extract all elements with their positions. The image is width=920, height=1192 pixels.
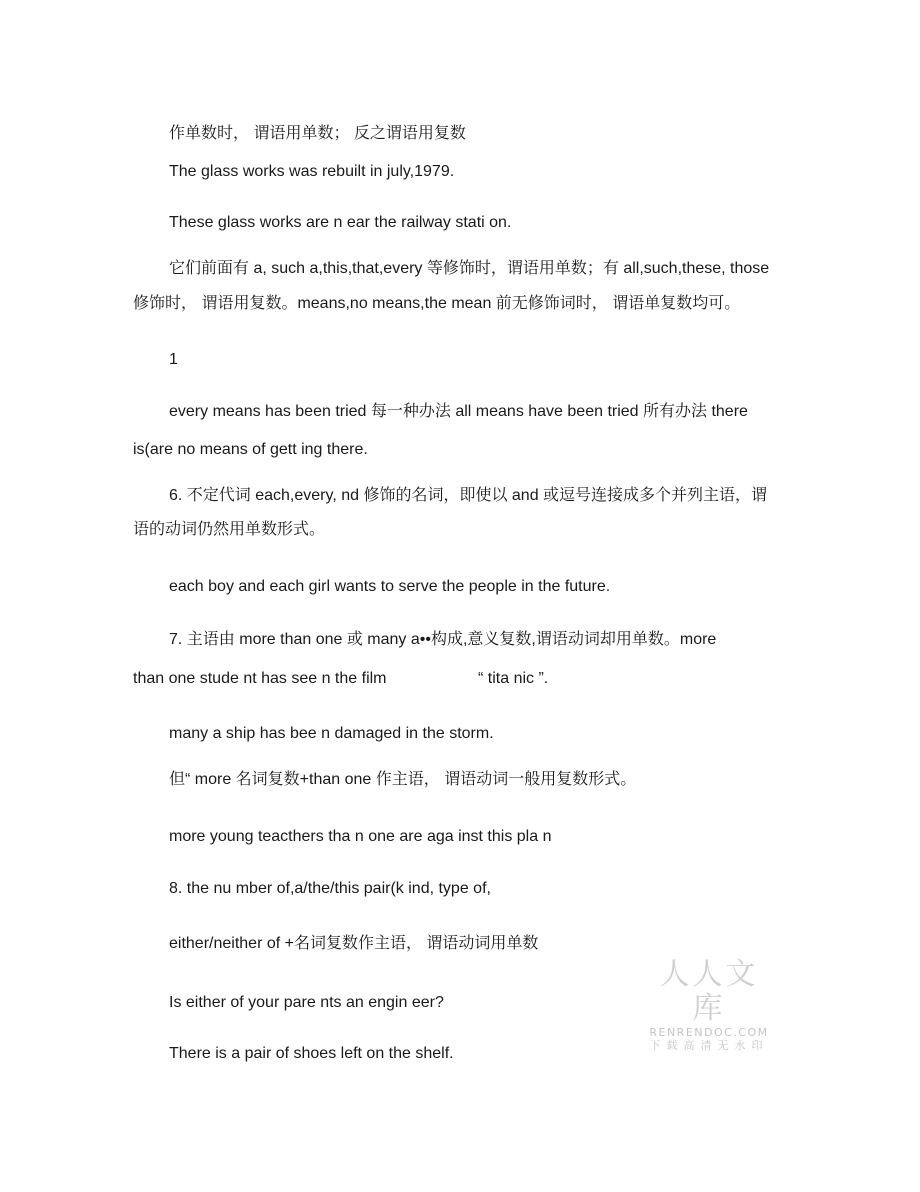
- text-line-4: 它们前面有 a, such a,this,that,every 等修饰时，谓语用单数；有 all,such,these, those: [169, 260, 770, 277]
- text-line-17: 8. the nu mber of,a/the/this pair(k ind, type of,: [169, 880, 491, 897]
- watermark-logo: 人人文库: [659, 957, 759, 1026]
- text-line-12: 7. 主语由 more than one 或 many a••构成,意义复数,谓语动词却用单数。more: [169, 631, 717, 648]
- text-line-3: These glass works are n ear the railway stati on.: [169, 214, 512, 231]
- text-line-13: than one stude nt has see n the film: [133, 670, 387, 687]
- text-line-5: 修饰时， 谓语用复数。means,no means,the mean 前无修饰词时， 谓语单复数均可。: [133, 295, 741, 312]
- watermark-url: RENRENDOC.COM: [649, 1026, 769, 1039]
- text-line-18: either/neither of +名词复数作主语， 谓语动词用单数: [169, 935, 539, 952]
- text-line-13-quote: “ tita nic ”.: [478, 670, 549, 687]
- text-line-14: many a ship has bee n damaged in the storm.: [169, 725, 494, 742]
- text-line-19: Is either of your pare nts an engin eer?: [169, 994, 444, 1011]
- text-line-2: The glass works was rebuilt in july,1979.: [169, 163, 455, 180]
- text-line-10: 语的动词仍然用单数形式。: [133, 521, 326, 538]
- text-line-7: every means has been tried 每一种办法 all means have been tried 所有办法 there: [169, 403, 748, 420]
- watermark: [644, 958, 774, 1053]
- text-line-15: 但“ more 名词复数+than one 作主语， 谓语动词一般用复数形式。: [169, 771, 637, 788]
- text-line-1: 作单数时， 谓语用单数； 反之谓语用复数: [169, 125, 466, 142]
- watermark-slogan: 下载高清无水印: [649, 1039, 769, 1052]
- text-line-16: more young teacthers tha n one are aga inst this pla n: [169, 828, 552, 845]
- text-line-9: 6. 不定代词 each,every, nd 修饰的名词，即使以 and 或逗号连接成多个并列主语，谓: [169, 487, 768, 504]
- text-line-6: 1: [169, 351, 178, 368]
- text-line-11: each boy and each girl wants to serve the people in the future.: [169, 578, 611, 595]
- text-line-20: There is a pair of shoes left on the shelf.: [169, 1045, 454, 1062]
- text-line-8: is(are no means of gett ing there.: [133, 441, 368, 458]
